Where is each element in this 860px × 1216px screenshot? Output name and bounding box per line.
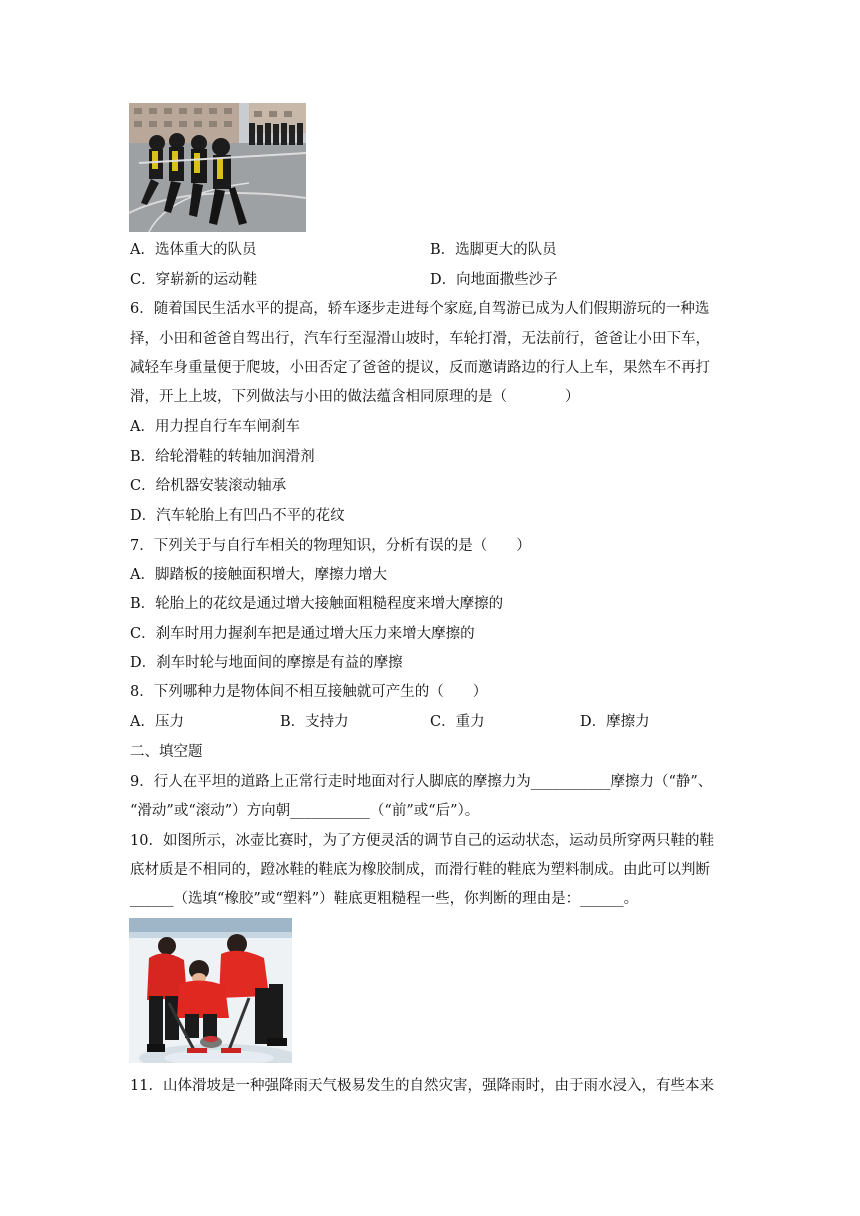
q10-line-1: 10．如图所示，冰壶比赛时，为了方便灵活的调节自己的运动状态，运动员所穿两只鞋的鞋: [130, 833, 714, 849]
q7-option-a: A．脚踏板的接触面积增大，摩擦力增大: [130, 567, 387, 583]
q6-stem-line-4: 滑，开上上坡，下列做法与小田的做法蕴含相同原理的是（ ）: [130, 389, 580, 405]
q7-option-d: D．刹车时轮与地面间的摩擦是有益的摩擦: [130, 655, 403, 671]
q5-option-c: C．穿崭新的运动鞋: [130, 272, 258, 288]
q8-option-a: A．压力: [130, 714, 184, 730]
q8-option-c: C．重力: [430, 714, 485, 730]
q5-option-b: B．选脚更大的队员: [430, 242, 557, 258]
q9-line-1: 9．行人在平坦的道路上正常行走时地面对行人脚底的摩擦力为___________摩擦力（“静”、: [130, 774, 713, 790]
curling-photo: [129, 918, 292, 1063]
q9-line-2: “滑动”或“滚动”）方向朝___________（“前”或“后”）。: [130, 803, 480, 819]
q7-option-c: C．刹车时用力握刹车把是通过增大压力来增大摩擦的: [130, 626, 475, 642]
q6-stem-line-2: 择，小田和爸爸自驾出行，汽车行至湿滑山坡时，车轮打滑，无法前行，爸爸让小田下车，: [130, 331, 710, 347]
q6-stem-line-3: 减轻车身重量便于爬坡，小田否定了爸爸的提议，反而邀请路边的行人上车，果然车不再打: [130, 360, 710, 376]
q7-stem: 7．下列关于与自行车相关的物理知识，分析有误的是（ ）: [130, 538, 531, 554]
q8-option-d: D．摩擦力: [580, 714, 650, 730]
q5-option-a: A．选体重大的队员: [130, 242, 257, 258]
q6-stem-line-1: 6．随着国民生活水平的提高，轿车逐步走进每个家庭,自驾游已成为人们假期游玩的一种选: [130, 301, 710, 317]
q5-option-d: D．向地面撒些沙子: [430, 272, 558, 288]
q6-option-c: C．给机器安装滚动轴承: [130, 478, 287, 494]
q6-option-a: A．用力捏自行车车闸刹车: [130, 419, 300, 435]
q7-option-b: B．轮胎上的花纹是通过增大接触面粗糙程度来增大摩擦的: [130, 596, 504, 612]
q10-line-2: 底材质是不相同的，蹬冰鞋的鞋底为橡胶制成，而滑行鞋的鞋底为塑料制成。由此可以判断: [130, 862, 710, 878]
q10-line-3: ______（选填“橡胶”或“塑料”）鞋底更粗糙程一些，你判断的理由是：______。: [130, 891, 639, 907]
q6-option-b: B．给轮滑鞋的转轴加润滑剂: [130, 449, 315, 465]
q8-option-b: B．支持力: [280, 714, 349, 730]
q8-stem: 8．下列哪种力是物体间不相互接触就可产生的（ ）: [130, 684, 488, 700]
tug-of-war-photo: [129, 103, 306, 232]
q6-option-d: D．汽车轮胎上有凹凸不平的花纹: [130, 508, 345, 524]
section-heading: 二、填空题: [130, 744, 203, 760]
q11-line-1: 11．山体滑坡是一种强降雨天气极易发生的自然灾害，强降雨时，由于雨水浸入，有些本来: [130, 1078, 714, 1094]
